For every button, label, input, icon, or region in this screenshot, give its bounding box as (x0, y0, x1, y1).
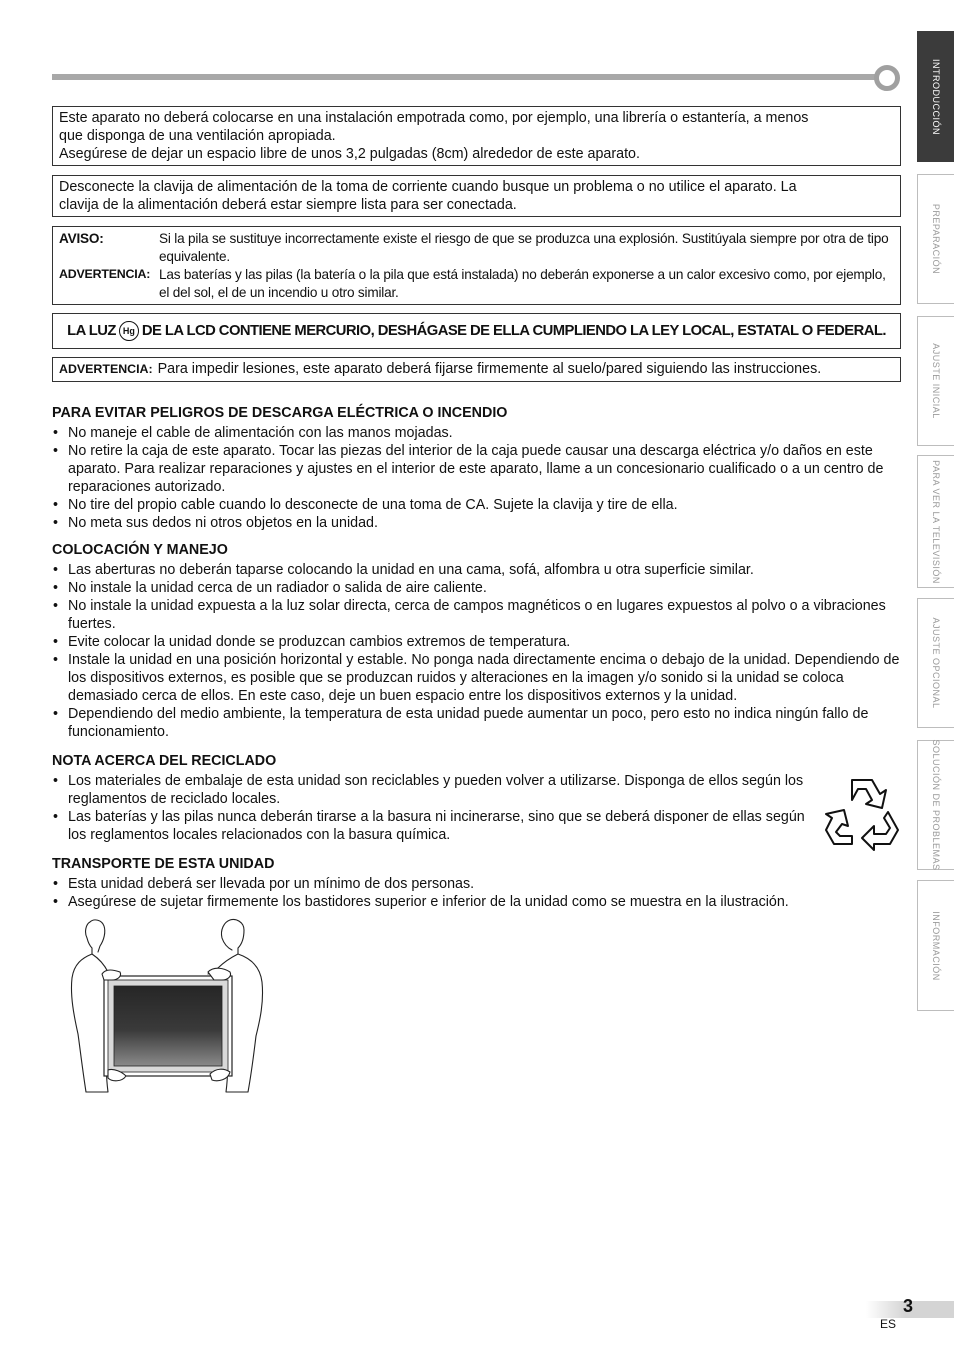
section-title-transport: TRANSPORTE DE ESTA UNIDAD (52, 856, 275, 872)
notice-line: que disponga de una ventilación apropiada. (59, 128, 336, 144)
recycling-list (52, 772, 816, 844)
list-item: • No retire la caja de este aparato. Tocar las piezas del interior de la caja puede causar una descarga eléctrica y/o daños en este aparato. Para realizar reparaciones y ajustes en el interior de este aparato, llame a un concesionario cualificado o a un centro de reparaciones autorizado. (52, 442, 892, 496)
notice-line: Asegúrese de dejar un espacio libre de unos 3,2 pulgadas (8cm) alrededor de este aparato. (59, 146, 640, 162)
tab-para-ver-la-television[interactable] (917, 455, 954, 588)
section-title-shock: PARA EVITAR PELIGROS DE DESCARGA ELÉCTRICA O INCENDIO (52, 405, 508, 421)
list-item: • No meta sus dedos ni otros objetos en la unidad. (52, 514, 892, 532)
aviso-row (59, 230, 894, 265)
list-item: • Asegúrese de sujetar firmemente los bastidores superior e inferior de la unidad como se muestra en la ilustración. (52, 893, 892, 911)
tab-label: SOLUCIÓN DE PROBLEMAS (931, 739, 941, 871)
mercury-hg-icon: Hg (119, 321, 139, 341)
fixing-warning-row (59, 360, 894, 379)
tab-label: INFORMACIÓN (931, 910, 941, 981)
header-rule-circle (874, 65, 900, 91)
transport-list (52, 875, 892, 911)
advertencia-text: Las baterías y las pilas (la batería o la pila que está instalada) no deberán exponerse a un calor excesivo como, por ejemplo, el del sol, el de un incendio u otro similar. (159, 267, 886, 300)
list-item: • No maneje el cable de alimentación con las manos mojadas. (52, 424, 892, 442)
list-item: • No tire del propio cable cuando lo desconecte de una toma de CA. Sujete la clavija y tire de ella. (52, 496, 892, 514)
list-item: • Instale la unidad en una posición horizontal y estable. No ponga nada directamente encima o debajo de la unidad. Dependiendo de los dispositivos externos, es posible que se produzcan ruidos y alteraciones en la imagen y/o sonido si la unidad se coloca demasiado cerca de ellos. En este caso, deje un buen espacio entre los dispositivos externos y la unidad. (52, 651, 902, 705)
battery-warning-box (52, 226, 901, 305)
notice-line: Desconecte la clavija de alimentación de la toma de corriente cuando busque un problema o no utilice el aparato. La (59, 179, 797, 195)
ventilation-notice (52, 106, 901, 166)
list-item: • Dependiendo del medio ambiente, la temperatura de esta unidad puede aumentar un poco, pero esto no indica ningún fallo de funcionamiento. (52, 705, 902, 741)
tab-label: AJUSTE OPCIONAL (931, 617, 941, 709)
list-item: • Las aberturas no deberán taparse colocando la unidad en una cama, sofá, alfombra u otra superficie similar. (52, 561, 902, 579)
tab-informacion[interactable] (917, 880, 954, 1011)
tab-preparacion[interactable] (917, 174, 954, 304)
mercury-text-after: DE LA LCD CONTIENE MERCURIO, DESHÁGASE DE ELLA CUMPLIENDO LA LEY LOCAL, ESTATAL O FEDERAL. (141, 323, 886, 339)
mercury-notice (52, 313, 901, 349)
tab-ajuste-opcional[interactable] (917, 598, 954, 728)
power-plug-notice (52, 175, 901, 217)
tab-label: PREPARACIÓN (931, 203, 941, 275)
notice-line: clavija de la alimentación deberá estar siempre lista para ser conectada. (59, 197, 517, 213)
notice-line: Este aparato no deberá colocarse en una instalación empotrada como, por ejemplo, una librería o estantería, a menos (59, 110, 809, 126)
carrying-tv-illustration (68, 916, 268, 1094)
page-number: 3 (903, 1296, 914, 1316)
tab-label: AJUSTE INICIAL (931, 343, 941, 419)
aviso-text: Si la pila se sustituye incorrectamente existe el riesgo de que se produzca una explosión. Sustitúyala siempre por otra de tipo equivalente. (159, 231, 889, 264)
list-item: • Las baterías y las pilas nunca deberán tirarse a la basura ni incinerarse, sino que se deberá disponer de ellas según los reglamentos locales relacionados con la basura química. (52, 808, 816, 844)
fixing-warning-text: Para impedir lesiones, este aparato deberá fijarse firmemente al suelo/pared siguiendo las instrucciones. (157, 361, 822, 377)
recycle-icon (822, 774, 902, 852)
list-item: • Los materiales de embalaje de esta unidad son reciclables y pueden volver a utilizarse. Disponga de ellos según los reglamentos de reciclado locales. (52, 772, 816, 808)
list-item: • Esta unidad deberá ser llevada por un mínimo de dos personas. (52, 875, 892, 893)
list-item: • No instale la unidad expuesta a la luz solar directa, cerca de campos magnéticos o en lugares expuestos al polvo o a vibraciones fuertes. (52, 597, 902, 633)
tab-label: INTRODUCCIÓN (931, 58, 941, 135)
shock-list (52, 424, 892, 532)
tab-solucion-de-problemas[interactable] (917, 740, 954, 870)
advertencia-label: ADVERTENCIA: (59, 362, 153, 376)
placement-list (52, 561, 902, 741)
tab-introduccion[interactable] (917, 31, 954, 162)
aviso-label: AVISO: (59, 231, 104, 246)
header-rule (52, 74, 878, 80)
list-item: • Evite colocar la unidad donde se produzcan cambios extremos de temperatura. (52, 633, 902, 651)
advertencia-label: ADVERTENCIA: (59, 267, 151, 281)
section-title-placement: COLOCACIÓN Y MANEJO (52, 542, 228, 558)
list-item: • No instale la unidad cerca de un radiador o salida de aire caliente. (52, 579, 902, 597)
advertencia-row (59, 266, 894, 301)
section-title-recycling: NOTA ACERCA DEL RECICLADO (52, 753, 277, 769)
tab-label: PARA VER LA TELEVISIÓN (931, 459, 941, 584)
tab-ajuste-inicial[interactable] (917, 316, 954, 446)
mercury-text-before: LA LUZ (67, 323, 116, 339)
fixing-warning-box (52, 357, 901, 382)
page-language: ES (880, 1317, 897, 1331)
